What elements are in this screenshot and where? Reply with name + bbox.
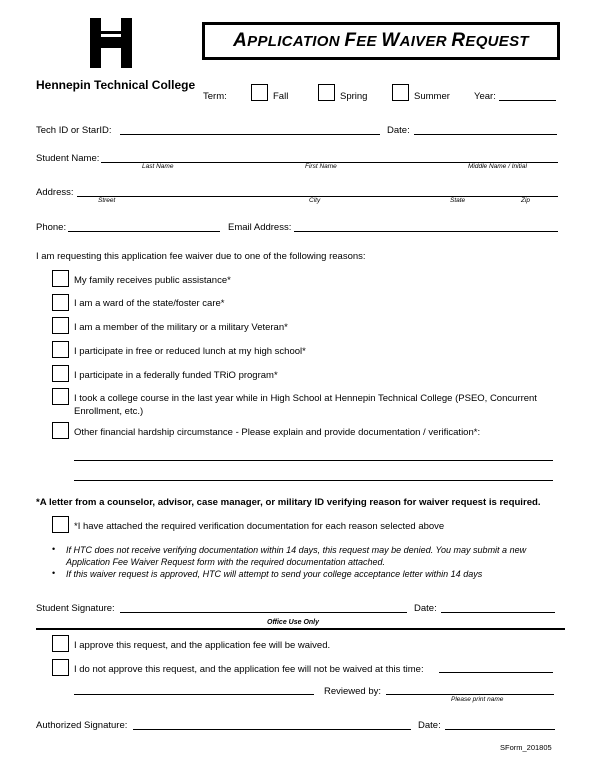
year-label: Year:: [474, 91, 496, 102]
approve-label: I approve this request, and the application fee will be waived.: [74, 640, 331, 651]
first-name-caption: First Name: [305, 163, 337, 170]
last-name-caption: Last Name: [142, 163, 174, 170]
term-fall-label: Fall: [273, 91, 289, 102]
zip-caption: Zip: [521, 197, 531, 204]
date-label: Date:: [387, 125, 410, 136]
verification-requirement-note: *A letter from a counselor, advisor, case manager, or military ID verifying reason for waiver request is required.: [36, 497, 541, 508]
city-caption: City: [309, 197, 321, 204]
reason-ward-label: I am a ward of the state/foster care*: [74, 298, 225, 309]
reviewed-by-field[interactable]: [386, 694, 554, 695]
documentation-attached-label: *I have attached the required verification documentation for each reason selected above: [74, 521, 445, 532]
documentation-attached-checkbox[interactable]: [52, 516, 69, 533]
reviewed-by-label: Reviewed by:: [324, 686, 382, 697]
reason-other-checkbox[interactable]: [52, 422, 69, 439]
reason-lunch-checkbox[interactable]: [52, 341, 69, 358]
bullet-acceptance-letter: If this waiver request is approved, HTC will attempt to send your college acceptance letter within 14 days: [66, 569, 483, 579]
term-spring-label: Spring: [340, 91, 368, 102]
street-caption: Street: [98, 197, 116, 204]
reason-trio-checkbox[interactable]: [52, 365, 69, 382]
student-signature-label: Student Signature:: [36, 603, 115, 614]
term-summer-label: Summer: [414, 91, 450, 102]
authorized-date-label: Date:: [418, 720, 441, 731]
print-name-caption: Please print name: [451, 696, 504, 703]
authorized-date-field[interactable]: [445, 729, 555, 730]
reason-college-course-checkbox[interactable]: [52, 388, 69, 405]
student-signature-date-label: Date:: [414, 603, 437, 614]
state-caption: State: [450, 197, 466, 204]
reason-public-assistance-label: My family receives public assistance*: [74, 275, 231, 286]
explanation-line-2[interactable]: [74, 480, 553, 481]
middle-name-caption: Middle Name / Initial: [468, 163, 527, 170]
approve-checkbox[interactable]: [52, 635, 69, 652]
reason-lunch-label: I participate in free or reduced lunch at my high school*: [74, 346, 306, 357]
form-title: APPLICATION FEE WAIVER REQUEST: [233, 30, 529, 51]
phone-label: Phone:: [36, 222, 67, 233]
reason-ward-checkbox[interactable]: [52, 294, 69, 311]
college-name: Hennepin Technical College: [36, 78, 196, 92]
phone-field[interactable]: [68, 231, 220, 232]
reason-trio-label: I participate in a federally funded TRiO program*: [74, 370, 278, 381]
date-field[interactable]: [414, 134, 557, 135]
explanation-line-1[interactable]: [74, 460, 553, 461]
student-signature-date-field[interactable]: [441, 612, 555, 613]
tech-id-field[interactable]: [120, 134, 380, 135]
form-title-box: [202, 22, 560, 60]
office-use-heading: Office Use Only: [267, 619, 320, 626]
year-field[interactable]: [499, 100, 556, 101]
deny-reason-field[interactable]: [439, 672, 553, 673]
office-divider: [36, 628, 565, 630]
address-label: Address:: [36, 187, 74, 198]
term-spring-checkbox[interactable]: [318, 84, 335, 101]
term-fall-checkbox[interactable]: [251, 84, 268, 101]
form-code: SForm_201805: [500, 743, 552, 752]
authorized-signature-field[interactable]: [133, 729, 411, 730]
bullet-icon: •: [52, 568, 56, 578]
reason-other-label: Other financial hardship circumstance - Please explain and provide documentation / verification*:: [74, 427, 481, 438]
reason-military-label: I am a member of the military or a military Veteran*: [74, 322, 288, 333]
bullet-verification-deadline: If HTC does not receive verifying documentation within 14 days, this request may be denied. You may submit a new Application Fee Waiver Request form with the required documentation attached.: [66, 545, 527, 567]
reasons-intro: I am requesting this application fee waiver due to one of the following reasons:: [36, 251, 366, 262]
reviewer-signature-field[interactable]: [74, 694, 314, 695]
email-field[interactable]: [294, 231, 558, 232]
reason-college-course-label: I took a college course in the last year while in High School at Hennepin Technical College (PSEO, Concurrent Enrollment, etc.): [74, 393, 537, 417]
tech-id-label: Tech ID or StarID:: [36, 125, 112, 136]
authorized-signature-label: Authorized Signature:: [36, 720, 128, 731]
email-label: Email Address:: [228, 222, 292, 233]
term-label: Term:: [203, 91, 227, 102]
bullet-icon: •: [52, 544, 56, 554]
reason-public-assistance-checkbox[interactable]: [52, 270, 69, 287]
deny-label: I do not approve this request, and the application fee will not be waived at this time:: [74, 664, 424, 675]
student-name-label: Student Name:: [36, 153, 100, 164]
htc-logo-icon: [90, 18, 132, 68]
reason-military-checkbox[interactable]: [52, 317, 69, 334]
student-signature-field[interactable]: [120, 612, 407, 613]
term-summer-checkbox[interactable]: [392, 84, 409, 101]
deny-checkbox[interactable]: [52, 659, 69, 676]
